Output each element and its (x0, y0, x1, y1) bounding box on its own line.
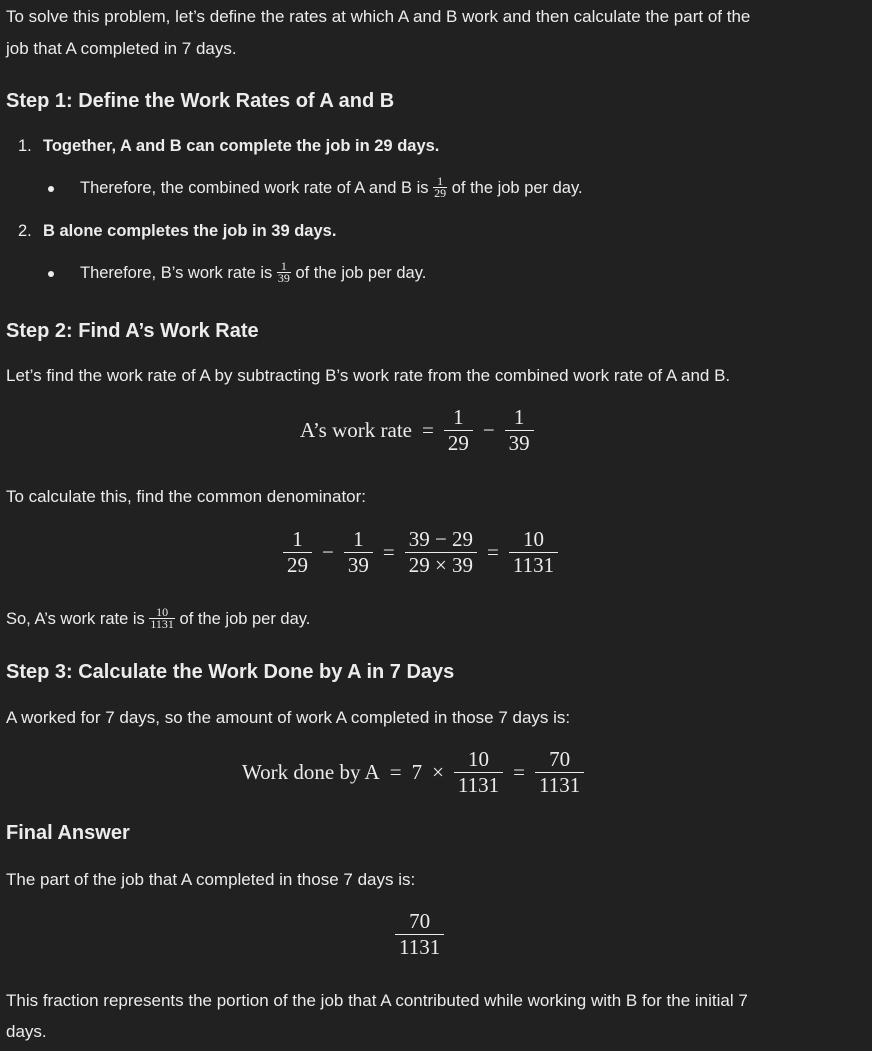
display-fraction (444, 405, 473, 456)
result-text: So, A’s work rate is (6, 610, 145, 628)
display-fraction (283, 527, 312, 578)
step3-heading: Step 3: Calculate the Work Done by A in 7 Days (6, 661, 455, 683)
display-fraction (509, 527, 558, 578)
fraction-denominator: 1131 (512, 553, 555, 578)
display-fraction (405, 527, 477, 578)
fraction-numerator: 10 (522, 527, 544, 551)
fraction-numerator: 1 (280, 258, 287, 273)
fraction-denominator: 1131 (538, 773, 581, 798)
step2-result (6, 603, 310, 636)
step2-heading: Step 2: Find A’s Work Rate (6, 320, 259, 342)
fraction-denominator: 29 × 39 (408, 553, 474, 578)
fraction-denominator: 39 (347, 553, 369, 578)
equals-sign: = (421, 418, 434, 443)
list-item-2: B alone completes the job in 39 days. (43, 222, 337, 240)
bullet-b-rate (80, 257, 426, 290)
equals-sign: = (389, 760, 402, 785)
result-text: of the job per day. (179, 610, 311, 628)
display-fraction (535, 747, 584, 798)
equation-work-done (242, 747, 584, 798)
equation-a-rate (300, 405, 534, 456)
bullet-text: of the job per day. (295, 264, 427, 282)
closing-line-1: This fraction represents the portion of the job that A contributed while working with B for the initial 7 (6, 991, 748, 1010)
final-answer-fraction (395, 909, 444, 960)
display-fraction (344, 527, 373, 578)
equation-factor: 7 (411, 760, 423, 785)
fraction-numerator: 1 (353, 527, 364, 551)
equals-sign: = (513, 760, 525, 785)
equation-lhs: A’s work rate (300, 418, 412, 443)
fraction-denominator: 1131 (457, 773, 500, 798)
fraction-denominator: 39 (508, 431, 530, 456)
closing-line-2: days. (6, 1022, 47, 1041)
fraction-denominator: 1131 (150, 617, 174, 632)
fraction-numerator: 1 (437, 173, 444, 188)
equation-common-denominator (283, 527, 558, 578)
inline-fraction (149, 604, 175, 632)
fraction-denominator: 29 (434, 186, 447, 201)
fraction-numerator: 1 (292, 527, 303, 551)
equals-sign: = (382, 540, 395, 565)
fraction-numerator: 10 (468, 747, 490, 771)
bullet-text: of the job per day. (451, 179, 583, 197)
intro-line-2: job that A completed in 7 days. (6, 39, 237, 58)
list-number-1: 1. (18, 137, 32, 155)
final-paragraph: The part of the job that A completed in those 7 days is: (6, 870, 416, 889)
fraction-numerator: 1 (453, 405, 464, 429)
fraction-denominator: 1131 (399, 935, 441, 960)
step1-heading: Step 1: Define the Work Rates of A and B (6, 90, 395, 112)
bullet-text: Therefore, B’s work rate is (80, 264, 273, 282)
inline-fraction (277, 258, 291, 286)
minus-sign: − (482, 418, 495, 443)
list-number-2: 2. (18, 222, 32, 240)
fraction-denominator: 29 (447, 431, 469, 456)
bullet-dot (48, 186, 54, 192)
display-fraction (505, 405, 534, 456)
minus-sign: − (322, 540, 334, 565)
fraction-denominator: 29 (287, 553, 308, 578)
fraction-denominator: 39 (277, 271, 290, 286)
final-heading: Final Answer (6, 822, 130, 844)
step3-paragraph: A worked for 7 days, so the amount of work A completed in those 7 days is: (6, 708, 571, 727)
bullet-combined-rate (80, 172, 583, 205)
bullet-dot (48, 271, 54, 277)
bullet-text: Therefore, the combined work rate of A and B is (80, 179, 429, 197)
equation-lhs: Work done by A (242, 760, 380, 785)
step2-paragraph: Let’s find the work rate of A by subtracting B’s work rate from the combined work rate of A and B. (6, 366, 731, 385)
fraction-numerator: 70 (549, 747, 571, 771)
fraction-numerator: 39 − 29 (408, 527, 474, 551)
equals-sign: = (487, 540, 499, 565)
fraction-numerator: 70 (409, 909, 431, 933)
fraction-numerator: 1 (513, 405, 525, 429)
fraction-numerator: 10 (156, 604, 169, 619)
intro-line-1: To solve this problem, let’s define the rates at which A and B work and then calculate the part of the (6, 7, 751, 26)
inline-fraction (433, 173, 447, 201)
times-sign: × (432, 760, 444, 785)
display-fraction (454, 747, 503, 798)
step2-paragraph-2: To calculate this, find the common denominator: (6, 487, 367, 506)
list-item-1: Together, A and B can complete the job in 29 days. (43, 137, 440, 155)
display-fraction (395, 909, 444, 960)
